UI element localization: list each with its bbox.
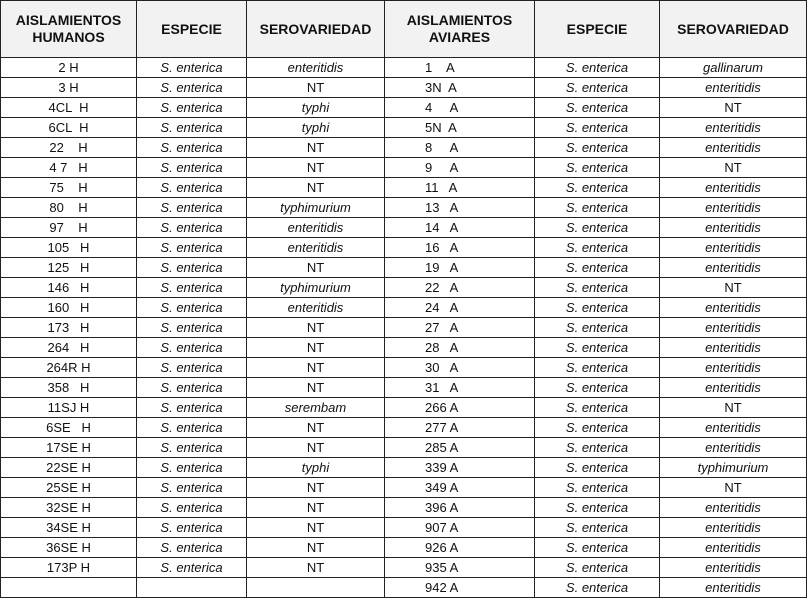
table-row xyxy=(1,518,807,538)
serovar-human-cell: typhi xyxy=(247,118,385,138)
avian-isolate-cell: 30 A xyxy=(385,358,535,378)
table-row xyxy=(1,78,807,98)
table-row xyxy=(1,378,807,398)
species-avian-cell: S. enterica xyxy=(535,398,660,418)
serovar-avian-cell: enteritidis xyxy=(660,438,807,458)
human-isolate-cell: 358 H xyxy=(1,378,137,398)
avian-isolate-cell: 926 A xyxy=(385,538,535,558)
serovar-avian-cell: enteritidis xyxy=(660,218,807,238)
serovar-human-cell: NT xyxy=(247,318,385,338)
table-row xyxy=(1,298,807,318)
avian-isolate-cell: 14 A xyxy=(385,218,535,238)
avian-isolate-cell: 3N A xyxy=(385,78,535,98)
serovar-human-cell xyxy=(247,578,385,598)
serovar-human-cell: typhi xyxy=(247,98,385,118)
serovar-avian-cell: enteritidis xyxy=(660,178,807,198)
species-avian-cell: S. enterica xyxy=(535,478,660,498)
serovar-human-cell: enteritidis xyxy=(247,238,385,258)
avian-isolate-cell: 11 A xyxy=(385,178,535,198)
species-human-cell: S. enterica xyxy=(137,58,247,78)
species-avian-cell: S. enterica xyxy=(535,458,660,478)
serovar-human-cell: typhimurium xyxy=(247,198,385,218)
species-avian-cell: S. enterica xyxy=(535,158,660,178)
serovar-human-cell: NT xyxy=(247,378,385,398)
serovar-avian-cell: NT xyxy=(660,398,807,418)
serovar-avian-cell: enteritidis xyxy=(660,518,807,538)
table-body xyxy=(1,58,807,598)
species-human-cell: S. enterica xyxy=(137,298,247,318)
species-avian-cell: S. enterica xyxy=(535,258,660,278)
species-human-cell: S. enterica xyxy=(137,398,247,418)
header-species-avian: ESPECIE xyxy=(535,1,660,58)
human-isolate-cell: 6CL H xyxy=(1,118,137,138)
serovar-avian-cell: enteritidis xyxy=(660,578,807,598)
avian-isolate-cell: 27 A xyxy=(385,318,535,338)
avian-isolate-cell: 13 A xyxy=(385,198,535,218)
serovar-human-cell: serembam xyxy=(247,398,385,418)
species-avian-cell: S. enterica xyxy=(535,198,660,218)
avian-isolate-cell: 1 A xyxy=(385,58,535,78)
avian-isolate-cell: 266 A xyxy=(385,398,535,418)
species-avian-cell: S. enterica xyxy=(535,378,660,398)
species-avian-cell: S. enterica xyxy=(535,178,660,198)
serovar-human-cell: NT xyxy=(247,158,385,178)
avian-isolate-cell: 349 A xyxy=(385,478,535,498)
serovar-human-cell: NT xyxy=(247,78,385,98)
serovar-human-cell: NT xyxy=(247,418,385,438)
species-avian-cell: S. enterica xyxy=(535,278,660,298)
species-human-cell: S. enterica xyxy=(137,538,247,558)
table-row xyxy=(1,458,807,478)
human-isolate-cell: 105 H xyxy=(1,238,137,258)
human-isolate-cell: 2 H xyxy=(1,58,137,78)
serovar-human-cell: NT xyxy=(247,358,385,378)
species-avian-cell: S. enterica xyxy=(535,118,660,138)
table-row xyxy=(1,478,807,498)
table-row xyxy=(1,398,807,418)
serovar-human-cell: NT xyxy=(247,438,385,458)
serovar-human-cell: NT xyxy=(247,538,385,558)
table-row xyxy=(1,318,807,338)
species-human-cell: S. enterica xyxy=(137,438,247,458)
species-human-cell: S. enterica xyxy=(137,138,247,158)
species-avian-cell: S. enterica xyxy=(535,58,660,78)
serovar-avian-cell: enteritidis xyxy=(660,238,807,258)
human-isolate-cell: 160 H xyxy=(1,298,137,318)
avian-isolate-cell: 285 A xyxy=(385,438,535,458)
avian-isolate-cell: 4 A xyxy=(385,98,535,118)
serovar-avian-cell: enteritidis xyxy=(660,498,807,518)
human-isolate-cell: 264 H xyxy=(1,338,137,358)
avian-isolate-cell: 31 A xyxy=(385,378,535,398)
species-human-cell: S. enterica xyxy=(137,478,247,498)
serovar-avian-cell: enteritidis xyxy=(660,198,807,218)
human-isolate-cell: 36SE H xyxy=(1,538,137,558)
table-row xyxy=(1,58,807,78)
serovar-human-cell: NT xyxy=(247,478,385,498)
header-serovar-human: SEROVARIEDAD xyxy=(247,1,385,58)
serovar-human-cell: NT xyxy=(247,138,385,158)
header-avian-isolates: AISLAMIENTOS AVIARES xyxy=(385,1,535,58)
species-avian-cell: S. enterica xyxy=(535,218,660,238)
species-human-cell: S. enterica xyxy=(137,218,247,238)
species-avian-cell: S. enterica xyxy=(535,418,660,438)
serovar-avian-cell: NT xyxy=(660,478,807,498)
human-isolate-cell: 80 H xyxy=(1,198,137,218)
human-isolate-cell: 125 H xyxy=(1,258,137,278)
species-human-cell: S. enterica xyxy=(137,198,247,218)
serovar-human-cell: NT xyxy=(247,518,385,538)
species-human-cell: S. enterica xyxy=(137,238,247,258)
species-avian-cell: S. enterica xyxy=(535,298,660,318)
serovar-human-cell: typhimurium xyxy=(247,278,385,298)
avian-isolate-cell: 277 A xyxy=(385,418,535,438)
species-avian-cell: S. enterica xyxy=(535,558,660,578)
species-avian-cell: S. enterica xyxy=(535,78,660,98)
table-row xyxy=(1,118,807,138)
human-isolate-cell: 32SE H xyxy=(1,498,137,518)
table-row xyxy=(1,238,807,258)
table-row xyxy=(1,158,807,178)
human-isolate-cell: 22SE H xyxy=(1,458,137,478)
serovar-avian-cell: enteritidis xyxy=(660,318,807,338)
human-isolate-cell: 4 7 H xyxy=(1,158,137,178)
serovar-human-cell: NT xyxy=(247,178,385,198)
species-avian-cell: S. enterica xyxy=(535,498,660,518)
serovar-avian-cell: enteritidis xyxy=(660,358,807,378)
species-human-cell: S. enterica xyxy=(137,378,247,398)
species-avian-cell: S. enterica xyxy=(535,578,660,598)
serovar-avian-cell: enteritidis xyxy=(660,338,807,358)
serovar-human-cell: enteritidis xyxy=(247,58,385,78)
species-human-cell: S. enterica xyxy=(137,418,247,438)
serovar-avian-cell: gallinarum xyxy=(660,58,807,78)
human-isolate-cell xyxy=(1,578,137,598)
table-row xyxy=(1,438,807,458)
human-isolate-cell: 34SE H xyxy=(1,518,137,538)
serovar-avian-cell: enteritidis xyxy=(660,538,807,558)
species-human-cell xyxy=(137,578,247,598)
species-human-cell: S. enterica xyxy=(137,178,247,198)
avian-isolate-cell: 8 A xyxy=(385,138,535,158)
table-row xyxy=(1,578,807,598)
species-human-cell: S. enterica xyxy=(137,338,247,358)
human-isolate-cell: 173 H xyxy=(1,318,137,338)
header-row xyxy=(1,1,807,58)
table-row xyxy=(1,178,807,198)
serovar-avian-cell: enteritidis xyxy=(660,418,807,438)
table-row xyxy=(1,558,807,578)
species-human-cell: S. enterica xyxy=(137,498,247,518)
table-row xyxy=(1,498,807,518)
serovar-human-cell: enteritidis xyxy=(247,218,385,238)
species-avian-cell: S. enterica xyxy=(535,238,660,258)
header-species-human: ESPECIE xyxy=(137,1,247,58)
avian-isolate-cell: 16 A xyxy=(385,238,535,258)
species-human-cell: S. enterica xyxy=(137,158,247,178)
avian-isolate-cell: 28 A xyxy=(385,338,535,358)
avian-isolate-cell: 935 A xyxy=(385,558,535,578)
serovar-human-cell: NT xyxy=(247,338,385,358)
serovar-avian-cell: enteritidis xyxy=(660,258,807,278)
species-avian-cell: S. enterica xyxy=(535,438,660,458)
human-isolate-cell: 146 H xyxy=(1,278,137,298)
human-isolate-cell: 17SE H xyxy=(1,438,137,458)
serovar-avian-cell: NT xyxy=(660,278,807,298)
table-row xyxy=(1,198,807,218)
serovar-avian-cell: enteritidis xyxy=(660,138,807,158)
human-isolate-cell: 264R H xyxy=(1,358,137,378)
species-human-cell: S. enterica xyxy=(137,558,247,578)
table-row xyxy=(1,258,807,278)
table-row xyxy=(1,358,807,378)
human-isolate-cell: 25SE H xyxy=(1,478,137,498)
species-human-cell: S. enterica xyxy=(137,278,247,298)
serovar-avian-cell: enteritidis xyxy=(660,118,807,138)
human-isolate-cell: 6SE H xyxy=(1,418,137,438)
avian-isolate-cell: 24 A xyxy=(385,298,535,318)
species-human-cell: S. enterica xyxy=(137,358,247,378)
serovar-avian-cell: typhimurium xyxy=(660,458,807,478)
header-serovar-avian: SEROVARIEDAD xyxy=(660,1,807,58)
avian-isolate-cell: 396 A xyxy=(385,498,535,518)
serovar-avian-cell: enteritidis xyxy=(660,298,807,318)
header-human-isolates: AISLAMIENTOS HUMANOS xyxy=(1,1,137,58)
serovar-avian-cell: NT xyxy=(660,98,807,118)
table-row xyxy=(1,418,807,438)
avian-isolate-cell: 907 A xyxy=(385,518,535,538)
species-avian-cell: S. enterica xyxy=(535,538,660,558)
avian-isolate-cell: 5N A xyxy=(385,118,535,138)
serovar-human-cell: typhi xyxy=(247,458,385,478)
species-human-cell: S. enterica xyxy=(137,458,247,478)
table-row xyxy=(1,138,807,158)
species-avian-cell: S. enterica xyxy=(535,318,660,338)
serovar-avian-cell: enteritidis xyxy=(660,378,807,398)
human-isolate-cell: 4CL H xyxy=(1,98,137,118)
serovar-human-cell: NT xyxy=(247,498,385,518)
human-isolate-cell: 173P H xyxy=(1,558,137,578)
species-human-cell: S. enterica xyxy=(137,258,247,278)
avian-isolate-cell: 22 A xyxy=(385,278,535,298)
serovar-human-cell: NT xyxy=(247,558,385,578)
human-isolate-cell: 11SJ H xyxy=(1,398,137,418)
avian-isolate-cell: 339 A xyxy=(385,458,535,478)
human-isolate-cell: 22 H xyxy=(1,138,137,158)
serovar-avian-cell: enteritidis xyxy=(660,558,807,578)
table-row xyxy=(1,278,807,298)
serovar-human-cell: enteritidis xyxy=(247,298,385,318)
table-row xyxy=(1,218,807,238)
species-human-cell: S. enterica xyxy=(137,98,247,118)
species-human-cell: S. enterica xyxy=(137,78,247,98)
species-human-cell: S. enterica xyxy=(137,318,247,338)
serovar-avian-cell: enteritidis xyxy=(660,78,807,98)
avian-isolate-cell: 9 A xyxy=(385,158,535,178)
species-avian-cell: S. enterica xyxy=(535,338,660,358)
species-avian-cell: S. enterica xyxy=(535,518,660,538)
species-avian-cell: S. enterica xyxy=(535,358,660,378)
table-row xyxy=(1,338,807,358)
serovar-avian-cell: NT xyxy=(660,158,807,178)
human-isolate-cell: 97 H xyxy=(1,218,137,238)
serovar-human-cell: NT xyxy=(247,258,385,278)
species-avian-cell: S. enterica xyxy=(535,138,660,158)
table-row xyxy=(1,538,807,558)
human-isolate-cell: 75 H xyxy=(1,178,137,198)
human-isolate-cell: 3 H xyxy=(1,78,137,98)
species-human-cell: S. enterica xyxy=(137,118,247,138)
species-avian-cell: S. enterica xyxy=(535,98,660,118)
avian-isolate-cell: 942 A xyxy=(385,578,535,598)
avian-isolate-cell: 19 A xyxy=(385,258,535,278)
table-row xyxy=(1,98,807,118)
species-human-cell: S. enterica xyxy=(137,518,247,538)
